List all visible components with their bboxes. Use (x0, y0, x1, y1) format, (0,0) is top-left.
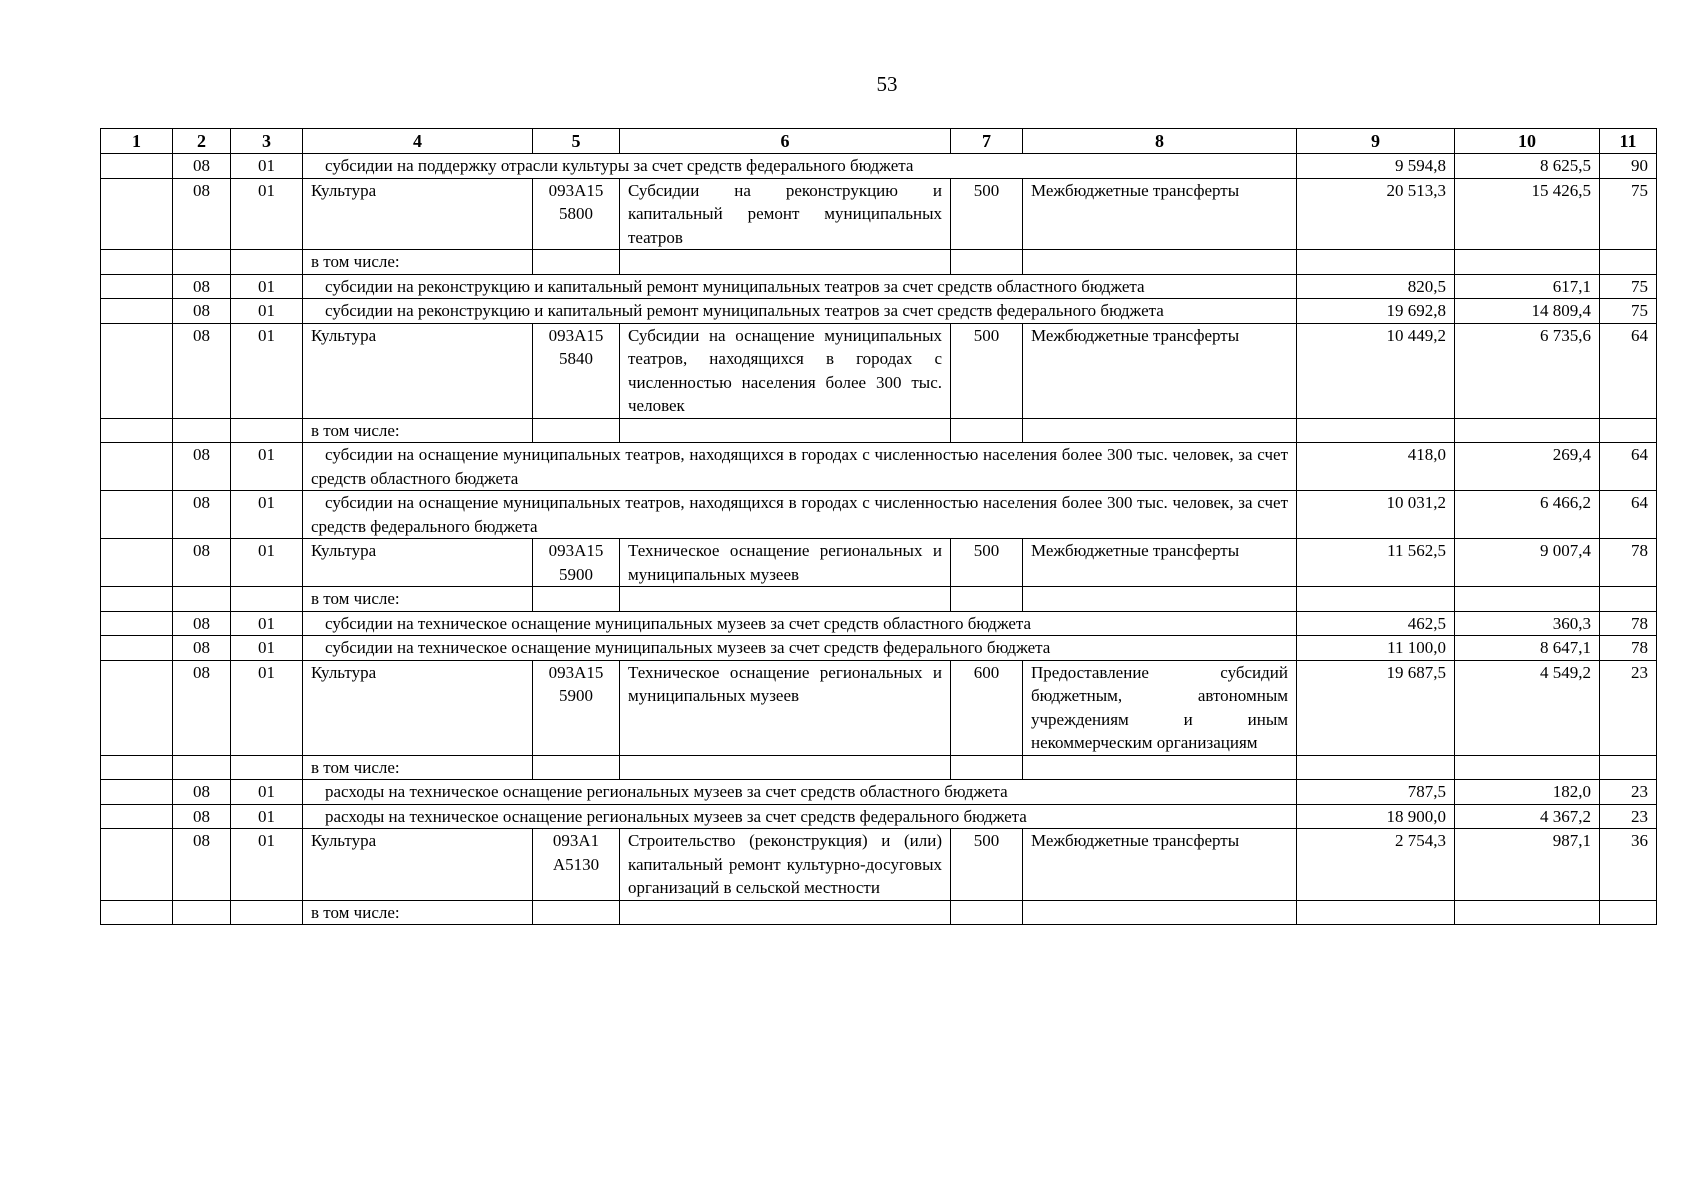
cell-target-code: 093A1 A5130 (533, 829, 620, 901)
cell-amount-col9: 11 100,0 (1297, 636, 1455, 661)
cell-sub-description (303, 443, 1297, 491)
cell-section: 08 (173, 660, 231, 755)
cell-subsection: 01 (231, 804, 303, 829)
cell-subsection: 01 (231, 323, 303, 418)
cell-section: 08 (173, 804, 231, 829)
table-row (101, 154, 1657, 179)
cell-name: Культура (303, 829, 533, 901)
table-row (101, 829, 1657, 901)
cell-amount-col9: 20 513,3 (1297, 178, 1455, 250)
cell-section: 08 (173, 780, 231, 805)
cell-col1 (101, 829, 173, 901)
cell-col10 (1455, 900, 1600, 925)
budget-table (100, 128, 1657, 925)
cell-col5 (533, 250, 620, 275)
cell-col10 (1455, 418, 1600, 443)
cell-subsection (231, 418, 303, 443)
cell-expense-type: 500 (951, 829, 1023, 901)
cell-expense-type-name: Межбюджетные трансферты (1023, 323, 1297, 418)
column-header: 5 (533, 129, 620, 154)
cell-subsection: 01 (231, 274, 303, 299)
cell-including-label: в том числе: (303, 587, 533, 612)
cell-expense-type: 500 (951, 323, 1023, 418)
cell-col7 (951, 250, 1023, 275)
cell-col1 (101, 755, 173, 780)
cell-section: 08 (173, 636, 231, 661)
cell-subsection (231, 900, 303, 925)
cell-col10 (1455, 587, 1600, 612)
cell-amount-col10: 6 466,2 (1455, 491, 1600, 539)
cell-subsection (231, 755, 303, 780)
cell-sub-description (303, 491, 1297, 539)
cell-amount-col10: 14 809,4 (1455, 299, 1600, 324)
cell-amount-col10: 987,1 (1455, 829, 1600, 901)
table-row (101, 178, 1657, 250)
cell-col8 (1023, 900, 1297, 925)
cell-section (173, 418, 231, 443)
cell-percent: 78 (1600, 539, 1657, 587)
cell-col1 (101, 178, 173, 250)
cell-col8 (1023, 755, 1297, 780)
cell-expense-type: 500 (951, 178, 1023, 250)
cell-expense-description: Субсидии на реконструкцию и капитальный ремонт муниципальных театров (620, 178, 951, 250)
table-body (101, 154, 1657, 925)
cell-col5 (533, 587, 620, 612)
cell-col1 (101, 780, 173, 805)
cell-col9 (1297, 250, 1455, 275)
cell-section: 08 (173, 154, 231, 179)
cell-amount-col10: 4 367,2 (1455, 804, 1600, 829)
cell-col7 (951, 587, 1023, 612)
table-row (101, 491, 1657, 539)
cell-col11 (1600, 418, 1657, 443)
cell-col5 (533, 418, 620, 443)
cell-expense-type: 600 (951, 660, 1023, 755)
cell-including-label: в том числе: (303, 250, 533, 275)
column-header: 8 (1023, 129, 1297, 154)
header-row (101, 129, 1657, 154)
cell-amount-col9: 19 692,8 (1297, 299, 1455, 324)
cell-amount-col10: 360,3 (1455, 611, 1600, 636)
cell-col1 (101, 274, 173, 299)
cell-col1 (101, 804, 173, 829)
cell-col11 (1600, 587, 1657, 612)
table-row (101, 755, 1657, 780)
cell-name: Культура (303, 178, 533, 250)
cell-col6 (620, 250, 951, 275)
cell-col7 (951, 900, 1023, 925)
cell-expense-description: Техническое оснащение региональных и муниципальных музеев (620, 539, 951, 587)
cell-section: 08 (173, 829, 231, 901)
cell-subsection: 01 (231, 780, 303, 805)
cell-expense-description: Субсидии на оснащение муниципальных театров, находящихся в городах с численностью населения более 300 тыс. человек (620, 323, 951, 418)
cell-subsection: 01 (231, 299, 303, 324)
cell-expense-type-name: Межбюджетные трансферты (1023, 539, 1297, 587)
cell-col7 (951, 418, 1023, 443)
cell-target-code: 093A15 5840 (533, 323, 620, 418)
cell-col11 (1600, 755, 1657, 780)
cell-col9 (1297, 755, 1455, 780)
cell-percent: 23 (1600, 804, 1657, 829)
cell-percent: 78 (1600, 611, 1657, 636)
table-row (101, 900, 1657, 925)
cell-col1 (101, 154, 173, 179)
table-row (101, 636, 1657, 661)
cell-amount-col10: 8 625,5 (1455, 154, 1600, 179)
cell-percent: 75 (1600, 178, 1657, 250)
cell-sub-description (303, 611, 1297, 636)
cell-col1 (101, 539, 173, 587)
cell-section (173, 250, 231, 275)
cell-amount-col10: 9 007,4 (1455, 539, 1600, 587)
cell-subsection: 01 (231, 443, 303, 491)
cell-col11 (1600, 250, 1657, 275)
table-row (101, 539, 1657, 587)
sub-description-text: субсидии на оснащение муниципальных театров, находящихся в городах с численностью населения более 300 тыс. человек, за счет средств областного бюджета (311, 445, 1288, 488)
cell-expense-type: 500 (951, 539, 1023, 587)
cell-expense-type-name: Межбюджетные трансферты (1023, 829, 1297, 901)
cell-subsection: 01 (231, 636, 303, 661)
cell-percent: 64 (1600, 491, 1657, 539)
cell-col5 (533, 755, 620, 780)
cell-col9 (1297, 418, 1455, 443)
cell-amount-col9: 2 754,3 (1297, 829, 1455, 901)
cell-expense-type-name: Предоставление субсидий бюджетным, автономным учреждениям и иным некоммерческим организациям (1023, 660, 1297, 755)
cell-including-label: в том числе: (303, 418, 533, 443)
cell-col6 (620, 418, 951, 443)
cell-amount-col10: 269,4 (1455, 443, 1600, 491)
cell-col1 (101, 636, 173, 661)
cell-amount-col10: 15 426,5 (1455, 178, 1600, 250)
cell-target-code: 093A15 5900 (533, 660, 620, 755)
cell-sub-description (303, 780, 1297, 805)
cell-col1 (101, 660, 173, 755)
cell-section (173, 755, 231, 780)
cell-section (173, 587, 231, 612)
cell-col6 (620, 587, 951, 612)
sub-description-text: субсидии на реконструкцию и капитальный ремонт муниципальных театров за счет средств федерального бюджета (325, 301, 1164, 320)
cell-amount-col9: 418,0 (1297, 443, 1455, 491)
cell-col8 (1023, 587, 1297, 612)
cell-subsection: 01 (231, 611, 303, 636)
cell-sub-description (303, 299, 1297, 324)
cell-col1 (101, 443, 173, 491)
cell-name: Культура (303, 660, 533, 755)
cell-amount-col9: 787,5 (1297, 780, 1455, 805)
column-header: 6 (620, 129, 951, 154)
column-header: 9 (1297, 129, 1455, 154)
table-row (101, 804, 1657, 829)
sub-description-text: расходы на техническое оснащение региональных музеев за счет средств федерального бюджета (325, 806, 1027, 826)
table-row (101, 418, 1657, 443)
sub-description-text: расходы на техническое оснащение региональных музеев за счет средств областного бюджета (325, 782, 1008, 801)
cell-amount-col10: 8 647,1 (1455, 636, 1600, 661)
cell-amount-col9: 10 449,2 (1297, 323, 1455, 418)
cell-percent: 78 (1600, 636, 1657, 661)
cell-including-label: в том числе: (303, 900, 533, 925)
table-row (101, 274, 1657, 299)
cell-name: Культура (303, 539, 533, 587)
cell-col1 (101, 900, 173, 925)
cell-col8 (1023, 418, 1297, 443)
cell-amount-col9: 19 687,5 (1297, 660, 1455, 755)
table-row (101, 323, 1657, 418)
table-row (101, 587, 1657, 612)
cell-section: 08 (173, 323, 231, 418)
column-header: 3 (231, 129, 303, 154)
cell-subsection: 01 (231, 539, 303, 587)
column-header: 4 (303, 129, 533, 154)
cell-col6 (620, 900, 951, 925)
cell-section (173, 900, 231, 925)
sub-description-text: субсидии на техническое оснащение муниципальных музеев за счет средств федерального бюджета (325, 638, 1051, 657)
cell-section: 08 (173, 611, 231, 636)
cell-percent: 23 (1600, 780, 1657, 805)
cell-col1 (101, 587, 173, 612)
cell-subsection (231, 250, 303, 275)
cell-expense-type-name: Межбюджетные трансферты (1023, 178, 1297, 250)
cell-section: 08 (173, 539, 231, 587)
cell-amount-col9: 10 031,2 (1297, 491, 1455, 539)
cell-col1 (101, 418, 173, 443)
cell-sub-description (303, 804, 1297, 829)
cell-expense-description: Техническое оснащение региональных и муниципальных музеев (620, 660, 951, 755)
table-row (101, 611, 1657, 636)
cell-col9 (1297, 900, 1455, 925)
page-number: 53 (876, 72, 898, 96)
cell-subsection: 01 (231, 491, 303, 539)
cell-sub-description (303, 154, 1297, 179)
cell-subsection: 01 (231, 154, 303, 179)
cell-percent: 64 (1600, 443, 1657, 491)
cell-col1 (101, 611, 173, 636)
cell-amount-col9: 820,5 (1297, 274, 1455, 299)
cell-percent: 90 (1600, 154, 1657, 179)
cell-subsection: 01 (231, 178, 303, 250)
cell-section: 08 (173, 491, 231, 539)
cell-amount-col9: 18 900,0 (1297, 804, 1455, 829)
cell-amount-col9: 9 594,8 (1297, 154, 1455, 179)
cell-col11 (1600, 900, 1657, 925)
cell-percent: 23 (1600, 660, 1657, 755)
cell-percent: 75 (1600, 274, 1657, 299)
cell-col1 (101, 250, 173, 275)
cell-col6 (620, 755, 951, 780)
cell-col1 (101, 323, 173, 418)
table-row (101, 299, 1657, 324)
column-header: 10 (1455, 129, 1600, 154)
cell-col9 (1297, 587, 1455, 612)
sub-description-text: субсидии на поддержку отрасли культуры за счет средств федерального бюджета (325, 156, 914, 175)
cell-including-label: в том числе: (303, 755, 533, 780)
cell-amount-col10: 6 735,6 (1455, 323, 1600, 418)
cell-col5 (533, 900, 620, 925)
cell-col10 (1455, 250, 1600, 275)
table-row (101, 660, 1657, 755)
column-header: 2 (173, 129, 231, 154)
cell-amount-col9: 11 562,5 (1297, 539, 1455, 587)
cell-subsection: 01 (231, 660, 303, 755)
table-row (101, 780, 1657, 805)
sub-description-text: субсидии на оснащение муниципальных театров, находящихся в городах с численностью населения более 300 тыс. человек, за счет средств федерального бюджета (311, 493, 1288, 536)
sub-description-text: субсидии на техническое оснащение муниципальных музеев за счет средств областного бюджета (325, 613, 1032, 633)
cell-amount-col10: 4 549,2 (1455, 660, 1600, 755)
cell-amount-col9: 462,5 (1297, 611, 1455, 636)
column-header: 7 (951, 129, 1023, 154)
column-header: 1 (101, 129, 173, 154)
cell-col1 (101, 491, 173, 539)
cell-sub-description (303, 636, 1297, 661)
cell-col8 (1023, 250, 1297, 275)
cell-target-code: 093A15 5900 (533, 539, 620, 587)
cell-col1 (101, 299, 173, 324)
cell-amount-col10: 617,1 (1455, 274, 1600, 299)
table-header (101, 129, 1657, 154)
table-row (101, 250, 1657, 275)
cell-section: 08 (173, 299, 231, 324)
cell-amount-col10: 182,0 (1455, 780, 1600, 805)
column-header: 11 (1600, 129, 1657, 154)
cell-name: Культура (303, 323, 533, 418)
cell-section: 08 (173, 443, 231, 491)
cell-target-code: 093A15 5800 (533, 178, 620, 250)
cell-expense-description: Строительство (реконструкция) и (или) капитальный ремонт культурно-досуговых организаций в сельской местности (620, 829, 951, 901)
sub-description-text: субсидии на реконструкцию и капитальный ремонт муниципальных театров за счет средств областного бюджета (325, 276, 1145, 296)
cell-percent: 75 (1600, 299, 1657, 324)
cell-section: 08 (173, 274, 231, 299)
cell-percent: 64 (1600, 323, 1657, 418)
cell-subsection: 01 (231, 829, 303, 901)
cell-percent: 36 (1600, 829, 1657, 901)
cell-sub-description (303, 274, 1297, 299)
cell-col10 (1455, 755, 1600, 780)
cell-col7 (951, 755, 1023, 780)
cell-subsection (231, 587, 303, 612)
cell-section: 08 (173, 178, 231, 250)
table-row (101, 443, 1657, 491)
